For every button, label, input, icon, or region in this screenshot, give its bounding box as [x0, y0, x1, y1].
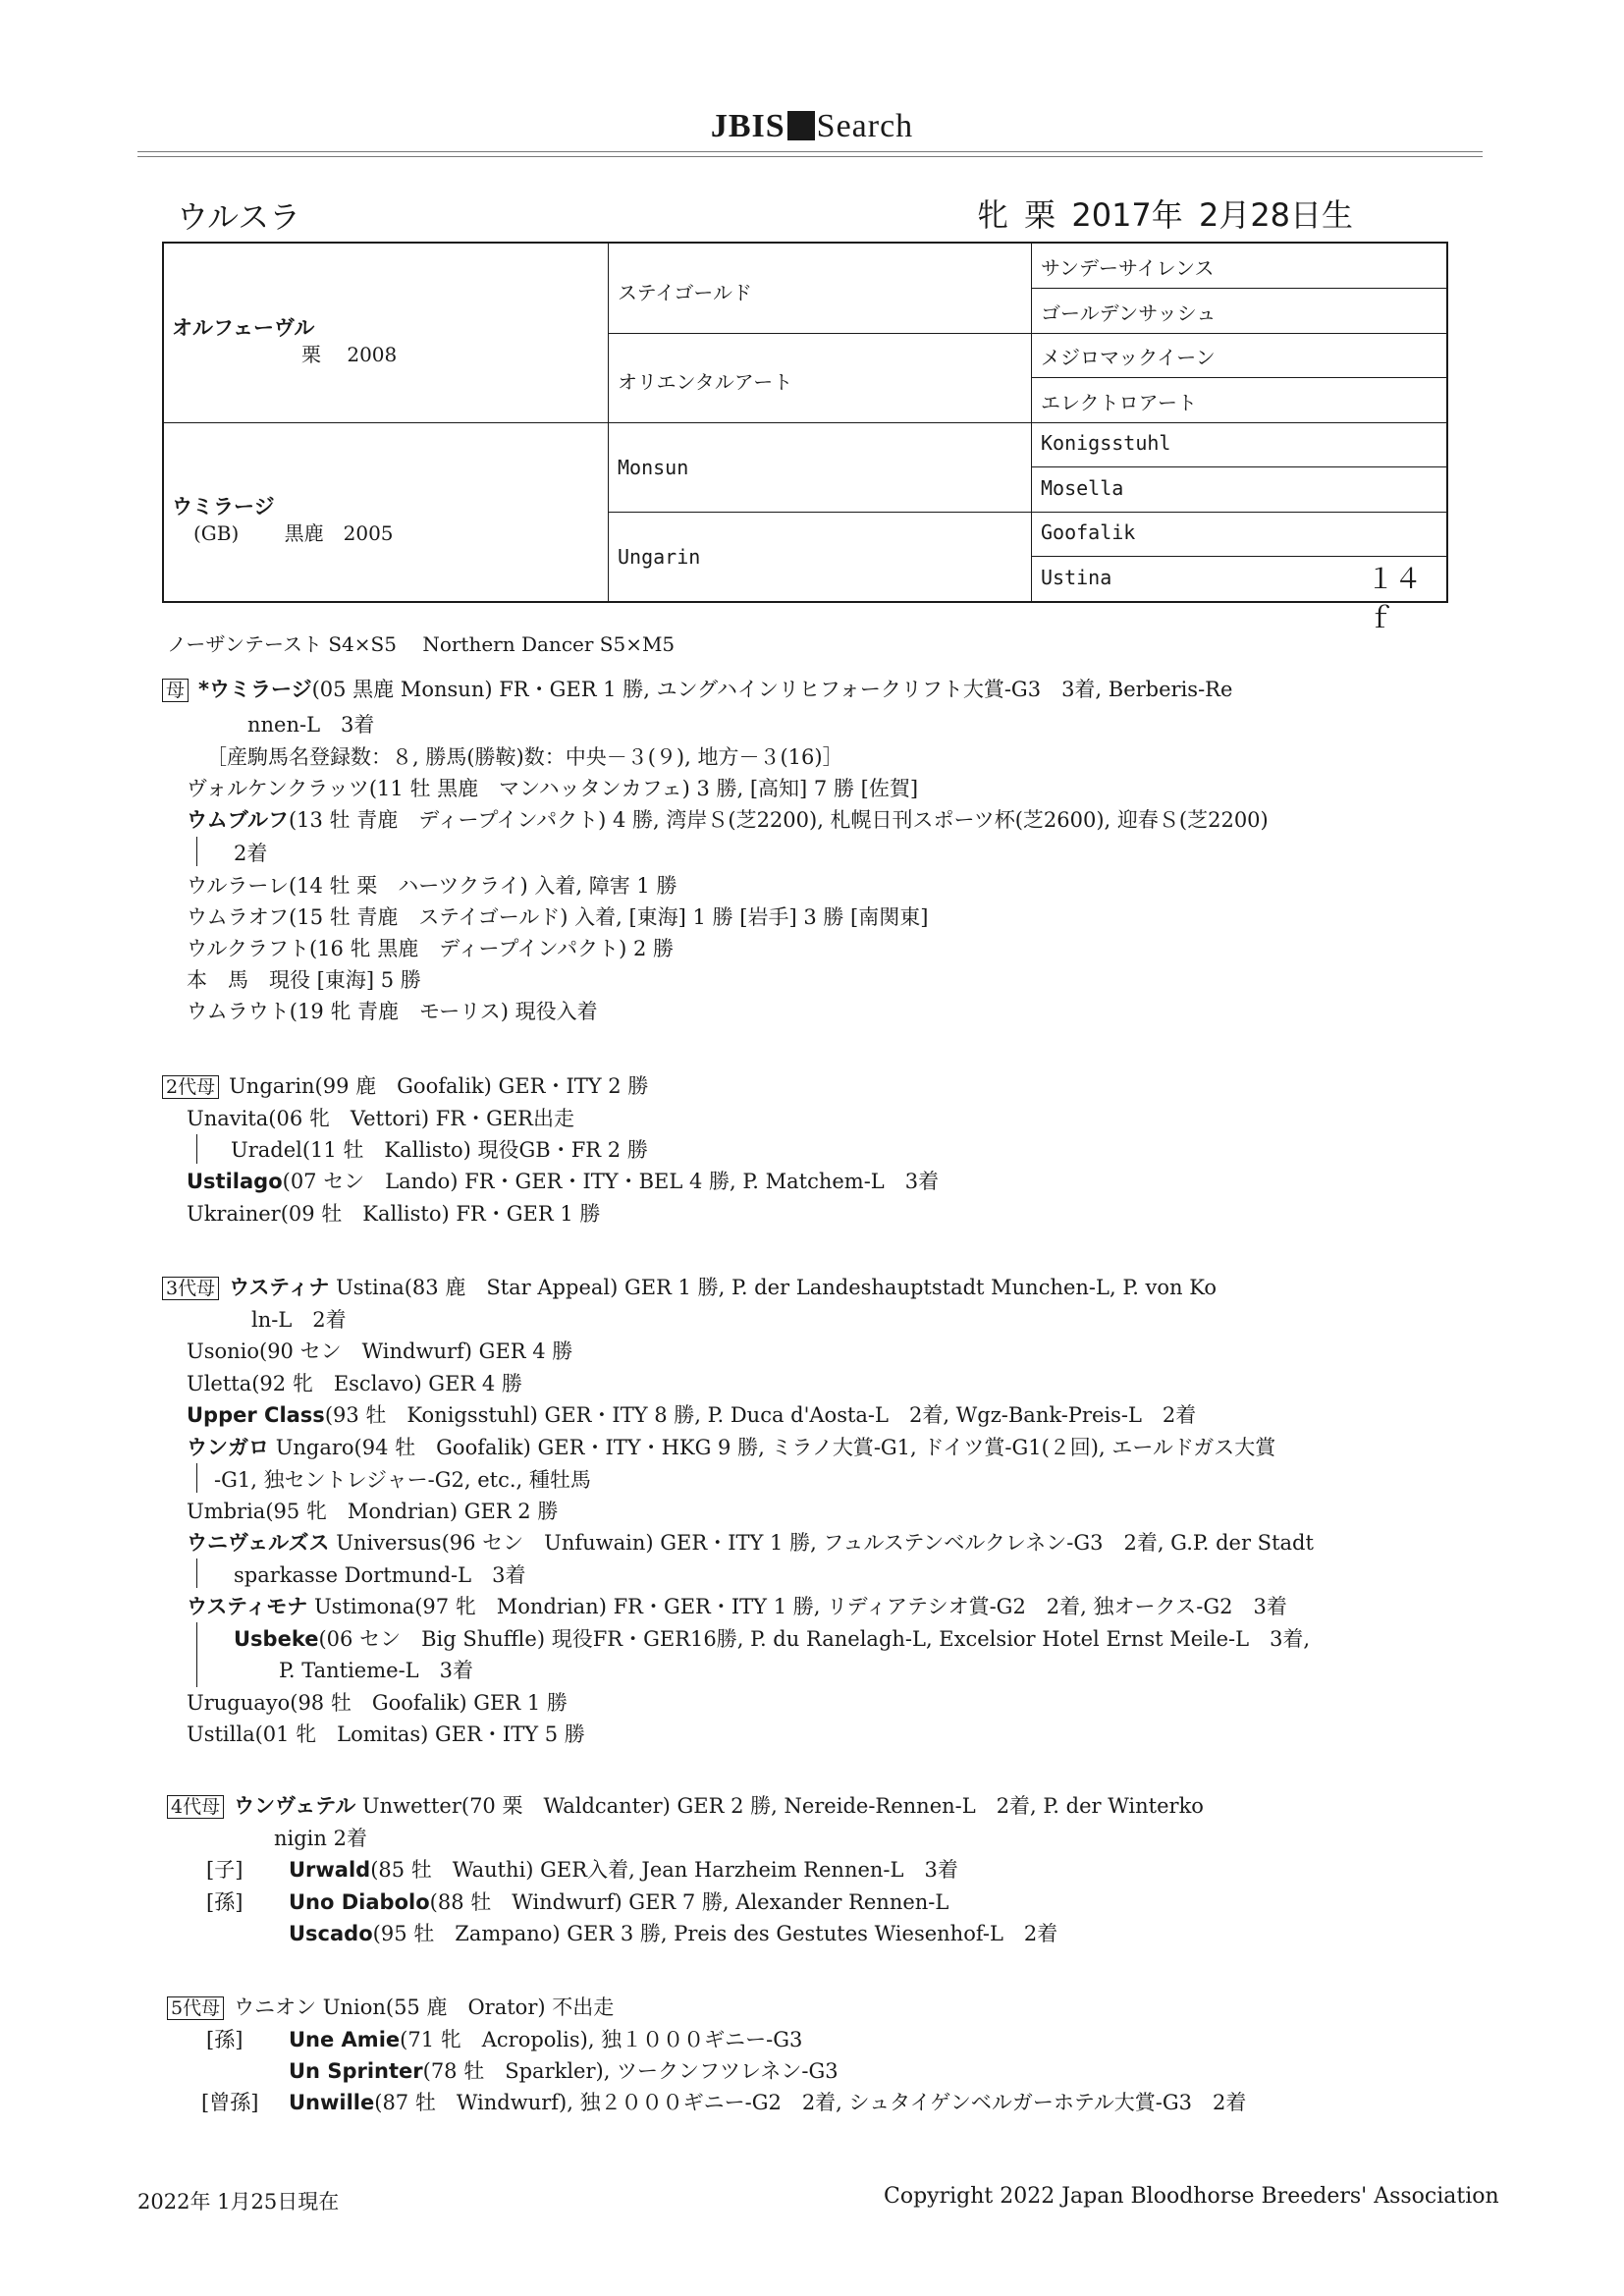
- g3-ancestor: サンデーサイレンス: [1041, 256, 1215, 280]
- produce-entry: ヴォルケンクラッツ(11 牡 黒鹿 マンハッタンカフェ) 3 勝, [高知] 7 勝 [佐賀]: [187, 777, 919, 800]
- produce-entry: Umbria(95 牝 Mondrian) GER 2 勝: [187, 1500, 559, 1523]
- produce-entry: Ukrainer(09 牡 Kallisto) FR・GER 1 勝: [187, 1202, 601, 1226]
- descendant-entry: [289, 2057, 839, 2085]
- produce-entry: Uletta(92 牝 Esclavo) GER 4 勝: [187, 1372, 522, 1395]
- as-of-date: 2022年 1月25日現在: [137, 2190, 340, 2214]
- produce-name-bold: ウムブルフ: [187, 808, 289, 832]
- dam-name: ウミラージ: [172, 495, 275, 519]
- produce-name-bold: Ustilago: [187, 1170, 283, 1193]
- pedigree-table: [162, 242, 1448, 634]
- g3-ancestor: Konigsstuhl: [1041, 431, 1171, 455]
- section-label-5th-dam: 5代母: [167, 1996, 224, 2020]
- descendant-name-bold: Un Sprinter: [289, 2059, 423, 2083]
- dam-dam: Ungarin: [618, 545, 701, 569]
- g3-ancestor: エレクトロアート: [1041, 391, 1197, 414]
- produce-entry: ウムラオフ(15 牡 青鹿 ステイゴールド) 入着, [東海] 1 勝 [岩手] 3 勝 [南関東]: [187, 905, 929, 929]
- relation-tag: [曾孫]: [201, 2091, 259, 2114]
- dam-name-bold: *ウミラージ: [198, 678, 312, 701]
- horse-info: 牝 栗 2017年 2月28日生: [977, 196, 1354, 234]
- table-divider: [608, 333, 1446, 334]
- dam-record: (05 黒鹿 Monsun) FR・GER 1 勝, ユングハインリヒフォークリフト大賞-G3 3着, Berberis-Re: [311, 678, 1233, 701]
- table-divider: [1031, 377, 1446, 378]
- produce-entry: ウムラウト(19 牝 青鹿 モーリス) 現役入着: [187, 1000, 598, 1023]
- descendant-record: (95 牡 Zampano) GER 3 勝, Preis des Gestutes Wiesenhof-L 2着: [372, 1922, 1058, 1945]
- produce-name-bold: Usbeke: [234, 1627, 319, 1651]
- continuation-bar: [196, 1558, 197, 1588]
- descendant-record: (85 牡 Wauthi) GER入着, Jean Harzheim Rennen-L 3着: [370, 1858, 958, 1882]
- g3-ancestor: メジロマックイーン: [1041, 346, 1216, 369]
- descendant-name-bold: Une Amie: [289, 2028, 401, 2051]
- second-dam-record: Ungarin(99 鹿 Goofalik) GER・ITY 2 勝: [229, 1074, 649, 1098]
- sire-sire: ステイゴールド: [618, 281, 752, 304]
- produce-entry: Usonio(90 セン Windwurf) GER 4 勝: [187, 1339, 573, 1363]
- descendant-record: (71 牝 Acropolis), 独１０００ギニー-G3: [400, 2028, 803, 2051]
- sire-name: オルフェーヴル: [172, 316, 315, 340]
- produce-name-bold: Upper Class: [187, 1403, 325, 1427]
- table-divider: [608, 512, 1446, 513]
- second-dam-line: [162, 1072, 648, 1100]
- produce-record: Ungaro(94 牡 Goofalik) GER・ITY・HKG 9 勝, ミラノ大賞-G1, ドイツ賞-G1(２回), エールドガス大賞: [275, 1436, 1276, 1459]
- continuation-bar: [196, 837, 197, 866]
- continuation-bar: [196, 1463, 197, 1493]
- descendant-name-bold: Unwille: [289, 2091, 375, 2114]
- produce-entry: Unavita(06 牝 Vettori) FR・GER出走: [187, 1107, 574, 1130]
- produce-entry: 本 馬 現役 [東海] 5 勝: [187, 968, 421, 992]
- grandproduce-entry: Uradel(11 牡 Kallisto) 現役GB・FR 2 勝: [231, 1138, 648, 1162]
- g3-ancestor: Goofalik: [1041, 520, 1136, 544]
- produce-record: (13 牡 青鹿 ディープインパクト) 4 勝, 湾岸Ｓ(芝2200), 札幌日刊スポーツ杯(芝2600), 迎春Ｓ(芝2200): [288, 808, 1269, 832]
- grandproduce-entry-cont: P. Tantieme-L 3着: [279, 1659, 473, 1682]
- g3-ancestor: Ustina: [1041, 566, 1112, 589]
- produce-record: (07 セン Lando) FR・GER・ITY・BEL 4 勝, P. Matchem-L 3着: [282, 1170, 940, 1193]
- fourth-dam-record-cont: nigin 2着: [274, 1827, 367, 1850]
- dam-line: [162, 676, 1232, 703]
- descendant-name-bold: Uno Diabolo: [289, 1890, 430, 1914]
- descendant-record: (88 牡 Windwurf) GER 7 勝, Alexander Rennen-L: [429, 1890, 949, 1914]
- copyright: Copyright 2022 Japan Bloodhorse Breeders' Association: [884, 2184, 1499, 2209]
- produce-entry: [187, 1401, 1196, 1429]
- third-dam-record: Ustina(83 鹿 Star Appeal) GER 1 勝, P. der Landeshauptstadt Munchen-L, P. von Ko: [336, 1276, 1218, 1299]
- section-label-3rd-dam: 3代母: [162, 1277, 219, 1300]
- g3-ancestor: ゴールデンサッシュ: [1041, 301, 1217, 325]
- section-label-2nd-dam: 2代母: [162, 1075, 219, 1099]
- produce-record: (06 セン Big Shuffle) 現役FR・GER16勝, P. du Ranelagh-L, Excelsior Hotel Ernst Meile-L 3着,: [318, 1627, 1311, 1651]
- inbreeding-line: ノーザンテースト S4×S5 Northern Dancer S5×M5: [167, 632, 676, 656]
- produce-entry: [187, 1529, 1314, 1557]
- produce-entry: [187, 1434, 1275, 1461]
- descendant-record: (78 牡 Sparkler), ツークンフツレネン-G3: [422, 2059, 839, 2083]
- header-rule: [137, 151, 1483, 152]
- horse-logo-icon: [787, 111, 815, 140]
- dam-record-cont: nnen-L 3着: [247, 713, 375, 737]
- produce-entry-cont: 2着: [234, 842, 268, 865]
- descendant-record: (87 牡 Windwurf), 独２０００ギニー-G2 2着, シュタイゲンベルガーホテル大賞-G3 2着: [374, 2091, 1247, 2114]
- descendant-entry: [289, 1920, 1057, 1947]
- relation-tag: [孫]: [206, 1890, 244, 1914]
- dam-detail: (GB) 黒鹿 2005: [193, 521, 394, 545]
- logo-search-text: Search: [816, 108, 914, 144]
- descendant-entry: [289, 2026, 802, 2053]
- produce-name-bold: ウニヴェルズス: [187, 1531, 330, 1555]
- produce-record: Ustimona(97 牝 Mondrian) FR・GER・ITY 1 勝, リディアテシオ賞-G2 2着, 独オークス-G2 3着: [313, 1595, 1287, 1618]
- produce-entry: Uruguayo(98 牡 Goofalik) GER 1 勝: [187, 1691, 568, 1715]
- family-number: １４ｆ: [1367, 563, 1423, 634]
- table-divider: [1031, 556, 1446, 557]
- produce-entry: [187, 1168, 939, 1195]
- descendant-name-bold: Uscado: [289, 1922, 373, 1945]
- jbis-logo: [0, 106, 1624, 145]
- dam-produce-summary: ［産駒馬名登録数：８, 勝馬(勝鞍)数：中央－３(９), 地方－３(16)］: [206, 745, 843, 769]
- g3-ancestor: Mosella: [1041, 476, 1124, 500]
- grandproduce-entry: [234, 1625, 1310, 1653]
- third-dam-name-bold: ウスティナ: [229, 1276, 330, 1299]
- produce-entry: ウルラーレ(14 牡 栗 ハーツクライ) 入着, 障害 1 勝: [187, 874, 677, 898]
- produce-name-bold: ウンガロ: [187, 1436, 269, 1459]
- sire-dam: オリエンタルアート: [618, 370, 793, 394]
- produce-name-bold: ウスティモナ: [187, 1595, 308, 1618]
- section-label-4th-dam: 4代母: [167, 1795, 224, 1819]
- fifth-dam-record: ウニオン Union(55 鹿 Orator) 不出走: [234, 1995, 615, 2019]
- fourth-dam-line: [167, 1792, 1204, 1820]
- produce-entry: Ustilla(01 牝 Lomitas) GER・ITY 5 勝: [187, 1722, 585, 1746]
- produce-record: (93 牡 Konigsstuhl) GER・ITY 8 勝, P. Duca d'Aosta-L 2着, Wgz-Bank-Preis-L 2着: [324, 1403, 1197, 1427]
- fourth-dam-name-bold: ウンヴェテル: [234, 1794, 356, 1818]
- produce-record: Universus(96 セン Unfuwain) GER・ITY 1 勝, フュルステンベルクレネン-G3 2着, G.P. der Stadt: [336, 1531, 1314, 1555]
- table-divider: [1031, 288, 1446, 289]
- sire-detail: 栗 2008: [301, 343, 398, 366]
- descendant-entry: [289, 1888, 948, 1916]
- fourth-dam-record: Unwetter(70 栗 Waldcanter) GER 2 勝, Nereide-Rennen-L 2着, P. der Winterko: [361, 1794, 1204, 1818]
- continuation-bar: [196, 1134, 197, 1164]
- produce-entry-cont: -G1, 独セントレジャー-G2, etc., 種牡馬: [214, 1468, 591, 1492]
- descendant-entry: [289, 1856, 958, 1884]
- table-divider: [164, 422, 1446, 423]
- produce-entry-cont: sparkasse Dortmund-L 3着: [234, 1563, 526, 1587]
- relation-tag: [孫]: [206, 2028, 244, 2051]
- fifth-dam-line: [167, 1994, 614, 2021]
- relation-tag: [子]: [206, 1858, 244, 1882]
- produce-entry: [187, 806, 1269, 834]
- continuation-bar: [196, 1622, 197, 1687]
- logo-jbis-text: JBIS: [710, 108, 785, 144]
- third-dam-record-cont: ln-L 2着: [251, 1308, 347, 1332]
- produce-entry: [187, 1593, 1287, 1620]
- descendant-name-bold: Urwald: [289, 1858, 371, 1882]
- dam-sire: Monsun: [618, 456, 689, 479]
- descendant-entry: [289, 2089, 1246, 2116]
- header-rule: [137, 156, 1483, 157]
- section-label-dam: 母: [162, 679, 189, 702]
- produce-entry: ウルクラフト(16 牝 黒鹿 ディープインパクト) 2 勝: [187, 937, 675, 960]
- table-divider: [1031, 466, 1446, 467]
- horse-name: ウルスラ: [177, 198, 301, 236]
- third-dam-line: [162, 1274, 1217, 1301]
